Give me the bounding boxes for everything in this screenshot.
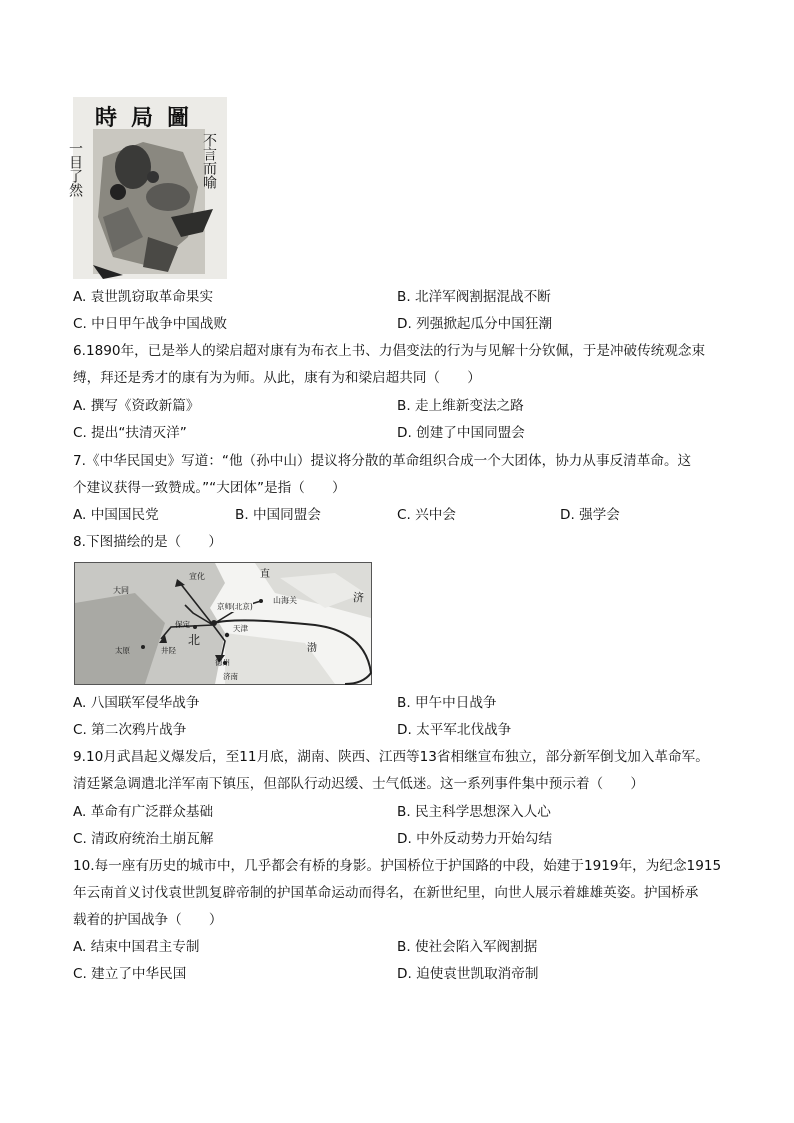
map-label-jingshi: 京师(北京) (217, 602, 253, 611)
q8-option-b[interactable]: B. 甲午中日战争 (397, 695, 497, 711)
q9-option-c[interactable]: C. 清政府统治土崩瓦解 (73, 831, 214, 847)
q9-option-b[interactable]: B. 民主科学思想深入人心 (397, 804, 551, 820)
map-label-jinan: 济南 (223, 672, 238, 681)
map-label-dezhou: 德州 (215, 658, 230, 667)
map-label-shanhaiguan: 山海关 (273, 596, 297, 605)
q7-option-d[interactable]: D. 强学会 (560, 507, 620, 523)
q5-option-b[interactable]: B. 北洋军阀割据混战不断 (397, 289, 551, 305)
q6-option-a[interactable]: A. 撰写《资政新篇》 (73, 398, 200, 414)
map-label-bo: 渤 (307, 643, 317, 654)
q6-stem-line2: 缚，拜还是秀才的康有为为师。从此，康有为和梁启超共同（ ） (73, 370, 481, 386)
q10-stem-line3: 载着的护国战争（ ） (73, 912, 223, 928)
map-label-baoding: 保定 (175, 620, 190, 629)
cartoon-figure (67, 97, 227, 279)
map-label-tianjin: 天津 (233, 624, 248, 633)
q8-stem: 8.下图描绘的是（ ） (73, 534, 222, 550)
map-label-jingxing: 井陉 (161, 646, 176, 655)
q9-stem-line1: 9.10月武昌起义爆发后，至11月底，湖南、陕西、江西等13省相继宣布独立，部分新军倒戈加入革命军。 (73, 749, 709, 765)
q7-stem-line1: 7.《中华民国史》写道：“他（孙中山）提议将分散的革命组织合成一个大团体，协力从事反清革命。这 (73, 453, 692, 469)
cartoon-left-caption: 一目了然 (67, 141, 83, 197)
q6-stem-line1: 6.1890年，已是举人的梁启超对康有为布衣上书、力倡变法的行为与见解十分钦佩，于是冲破传统观念束 (73, 343, 706, 359)
q10-option-b[interactable]: B. 使社会陷入军阀割据 (397, 939, 538, 955)
q8-option-d[interactable]: D. 太平军北伐战争 (397, 722, 512, 738)
map-label-datong: 大同 (113, 586, 129, 595)
q9-option-d[interactable]: D. 中外反动势力开始勾结 (397, 831, 553, 847)
cartoon-right-caption: 不言而喻 (201, 133, 217, 189)
q10-option-a[interactable]: A. 结束中国君主专制 (73, 939, 200, 955)
q10-option-d[interactable]: D. 迫使袁世凯取消帝制 (397, 966, 539, 982)
q8-map (74, 562, 372, 685)
q6-option-b[interactable]: B. 走上维新变法之路 (397, 398, 524, 414)
q8-option-c[interactable]: C. 第二次鸦片战争 (73, 722, 187, 738)
cartoon-title: 時局圖 (95, 105, 204, 131)
q5-option-a[interactable]: A. 袁世凯窃取革命果实 (73, 289, 214, 305)
map-label-zhi: 直 (260, 569, 270, 580)
q9-stem-line2: 清廷紧急调遣北洋军南下镇压，但部队行动迟缓、士气低迷。这一系列事件集中预示着（ ） (73, 776, 644, 792)
q10-option-c[interactable]: C. 建立了中华民国 (73, 966, 187, 982)
q8-option-a[interactable]: A. 八国联军侵华战争 (73, 695, 200, 711)
q7-option-a[interactable]: A. 中国国民党 (73, 507, 159, 523)
q10-stem-line1: 10.每一座有历史的城市中，几乎都会有桥的身影。护国桥位于护国路的中段，始建于1919年，为纪念1915 (73, 858, 722, 874)
q9-option-a[interactable]: A. 革命有广泛群众基础 (73, 804, 214, 820)
q7-stem-line2: 个建议获得一致赞成。”“大团体”是指（ ） (73, 480, 346, 496)
q7-option-b[interactable]: B. 中国同盟会 (235, 507, 321, 523)
map-label-taiyuan: 太原 (115, 646, 130, 655)
map-label-xuanhua: 宣化 (189, 572, 205, 581)
q6-option-d[interactable]: D. 创建了中国同盟会 (397, 425, 525, 441)
map-label-bei: 北 (188, 633, 201, 647)
q5-option-c[interactable]: C. 中日甲午战争中国战败 (73, 316, 228, 332)
q6-option-c[interactable]: C. 提出“扶清灭洋” (73, 425, 187, 441)
q7-option-c[interactable]: C. 兴中会 (397, 507, 456, 523)
map-label-ji: 济 (353, 591, 364, 604)
q5-option-d[interactable]: D. 列强掀起瓜分中国狂潮 (397, 316, 553, 332)
q10-stem-line2: 年云南首义讨伐袁世凯复辟帝制的护国革命运动而得名，在新世纪里，向世人展示着雄雄英姿。护国桥承 (73, 885, 699, 901)
